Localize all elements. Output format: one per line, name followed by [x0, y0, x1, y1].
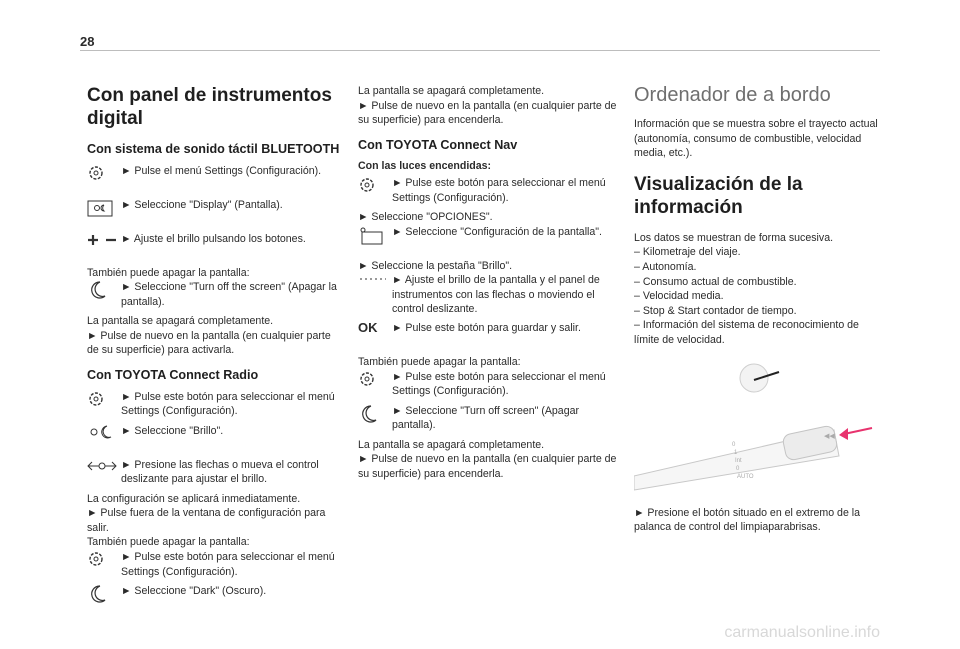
- page-number: 28: [80, 34, 95, 49]
- stalk-label: Int: [735, 457, 742, 464]
- gear-icon: [87, 164, 105, 187]
- column-2: La pantalla se apagará completamente. ► Pulse de nuevo en la pantalla (en cualquier parte de su superficie) para encenderla. Con TOYOTA Connect Nav Con las luces encendidas: ► Pulse este botón para seleccionar el menú Settings (Configuración). ► Seleccione "OPCIONES". ► Seleccione "Configuración de la pantalla". ► Seleccione la pestaña "Brillo". ► Ajuste el brillo de la pantalla y el panel de instrumentos con las flechas o moviendo el control deslizante. OK ► Pulse este botón para guardar y salir. También puede apagar la pantalla: ► Pulse este botón para seleccionar el menú Settings (Configuración). ► Seleccione "Turn off screen" (Apagar pantalla). La pantalla se apagará completamente. ► Pulse de nuevo en la pantalla (en cualquier parte de su superficie) para encenderla.: [358, 84, 620, 481]
- gear-icon: [358, 370, 376, 393]
- step: ► Pulse este botón para seleccionar el menú Settings (Configuración).: [358, 370, 620, 400]
- moon-icon: [87, 280, 107, 305]
- column-3: Ordenador de a bordo Información que se muestra sobre el trayecto actual (autonomía, consumo de combustible, velocidad media, etc.). Visualización de la información Los datos se muestran de forma sucesiva. – Kilometraje del viaje. – Autonomía. – Consumo actual de combustible. – Velocidad media. – Stop & Start contador de tiempo. – Información del sistema de reconocimiento de límite de velocidad. ◀◀ 0 1 Int 0 AUTO ► Presione el botón situado en el extremo de la palanca de control del limpiaparabrisas.: [634, 84, 884, 535]
- list-item: – Información del sistema de reconocimiento de límite de velocidad.: [634, 319, 859, 346]
- step: ► Seleccione "Turn off screen" (Apagar pantalla).: [358, 404, 620, 434]
- brightness-slider-icon: [358, 273, 388, 290]
- step: ► Pulse este botón para seleccionar el menú Settings (Configuración).: [87, 550, 342, 580]
- lights-condition: Con las luces encendidas:: [358, 160, 492, 173]
- list-item: – Velocidad media.: [634, 290, 724, 303]
- stalk-label: 1: [734, 449, 738, 456]
- list-item: – Stop & Start contador de tiempo.: [634, 304, 797, 317]
- gear-icon: [87, 390, 105, 413]
- moon-icon: [358, 404, 378, 429]
- stalk-label: 0: [732, 441, 736, 448]
- gear-icon: [358, 176, 376, 199]
- step: ► Pulse el menú Settings (Configuración).: [87, 164, 342, 194]
- list-item: – Autonomía.: [634, 260, 697, 273]
- gear-icon: [87, 550, 105, 573]
- subsection-title: Con TOYOTA Connect Nav: [358, 137, 518, 152]
- brightness-icon: [87, 424, 113, 445]
- step: ► Seleccione "Brillo".: [87, 424, 342, 454]
- plus-minus-icon: [87, 232, 117, 253]
- step: ► Ajuste el brillo de la pantalla y el panel de instrumentos con las flechas o moviendo el control deslizante.: [358, 273, 620, 317]
- header-rule: [80, 50, 880, 51]
- moon-icon: [87, 584, 107, 609]
- step: ► Pulse este botón para seleccionar el menú Settings (Configuración).: [87, 390, 342, 420]
- step: ► Presione las flechas o mueva el control deslizante para ajustar el brillo.: [87, 458, 342, 488]
- display-icon: [87, 198, 113, 225]
- step: ► Seleccione "Display" (Pantalla).: [87, 198, 342, 228]
- step: OK ► Pulse este botón para guardar y salir.: [358, 319, 581, 335]
- watermark: carmanualsonline.info: [724, 624, 880, 641]
- subsection-title: Con sistema de sonido táctil BLUETOOTH: [87, 142, 340, 156]
- step: ► Seleccione "Configuración de la pantalla".: [358, 225, 620, 255]
- section-title: Con panel de instrumentos digital: [87, 85, 332, 129]
- wiper-stalk-illustration: [634, 358, 884, 498]
- step: ► Ajuste el brillo pulsando los botones.: [87, 232, 342, 262]
- screen-settings-icon: [358, 225, 384, 252]
- step: ► Seleccione "Dark" (Oscuro).: [87, 584, 342, 614]
- step: ► Pulse este botón para seleccionar el menú Settings (Configuración).: [358, 176, 620, 206]
- list-item: – Consumo actual de combustible.: [634, 275, 797, 288]
- subsection-title: Visualización de la información: [634, 173, 803, 218]
- stalk-label: AUTO: [737, 473, 754, 480]
- section-title: Ordenador de a bordo: [634, 84, 831, 106]
- slider-icon: [87, 458, 117, 479]
- svg-text:◀◀: ◀◀: [824, 431, 835, 440]
- step: ► Seleccione "Turn off the screen" (Apagar la pantalla).: [87, 280, 342, 310]
- column-1: Con panel de instrumentos digital Con sistema de sonido táctil BLUETOOTH ► Pulse el menú Settings (Configuración). ► Seleccione "Display" (Pantalla). ► Ajuste el brillo pulsando los botones. También puede apagar la pantalla: ► Seleccione "Turn off the screen" (Apagar la pantalla). La pantalla se apagará completamente. ► Pulse de nuevo en la pantalla (en cualquier parte de su superficie) para activarla. Con TOYOTA Connect Radio ► Pulse este botón para seleccionar el menú Settings (Configuración). ► Seleccione "Brillo". ► Presione las flechas o mueva el control deslizante para ajustar el brillo. La configuración se aplicará inmediatamente. ► Pulse fuera de la ventana de configuración para salir. También puede apagar la pantalla: ► Pulse este botón para seleccionar el menú Settings (Configuración). ► Seleccione "Dark" (Oscuro).: [87, 84, 342, 618]
- list-item: – Kilometraje del viaje.: [634, 246, 741, 259]
- ok-button-icon: OK: [358, 319, 378, 335]
- subsection-title: Con TOYOTA Connect Radio: [87, 367, 259, 382]
- stalk-label: 0: [736, 465, 740, 472]
